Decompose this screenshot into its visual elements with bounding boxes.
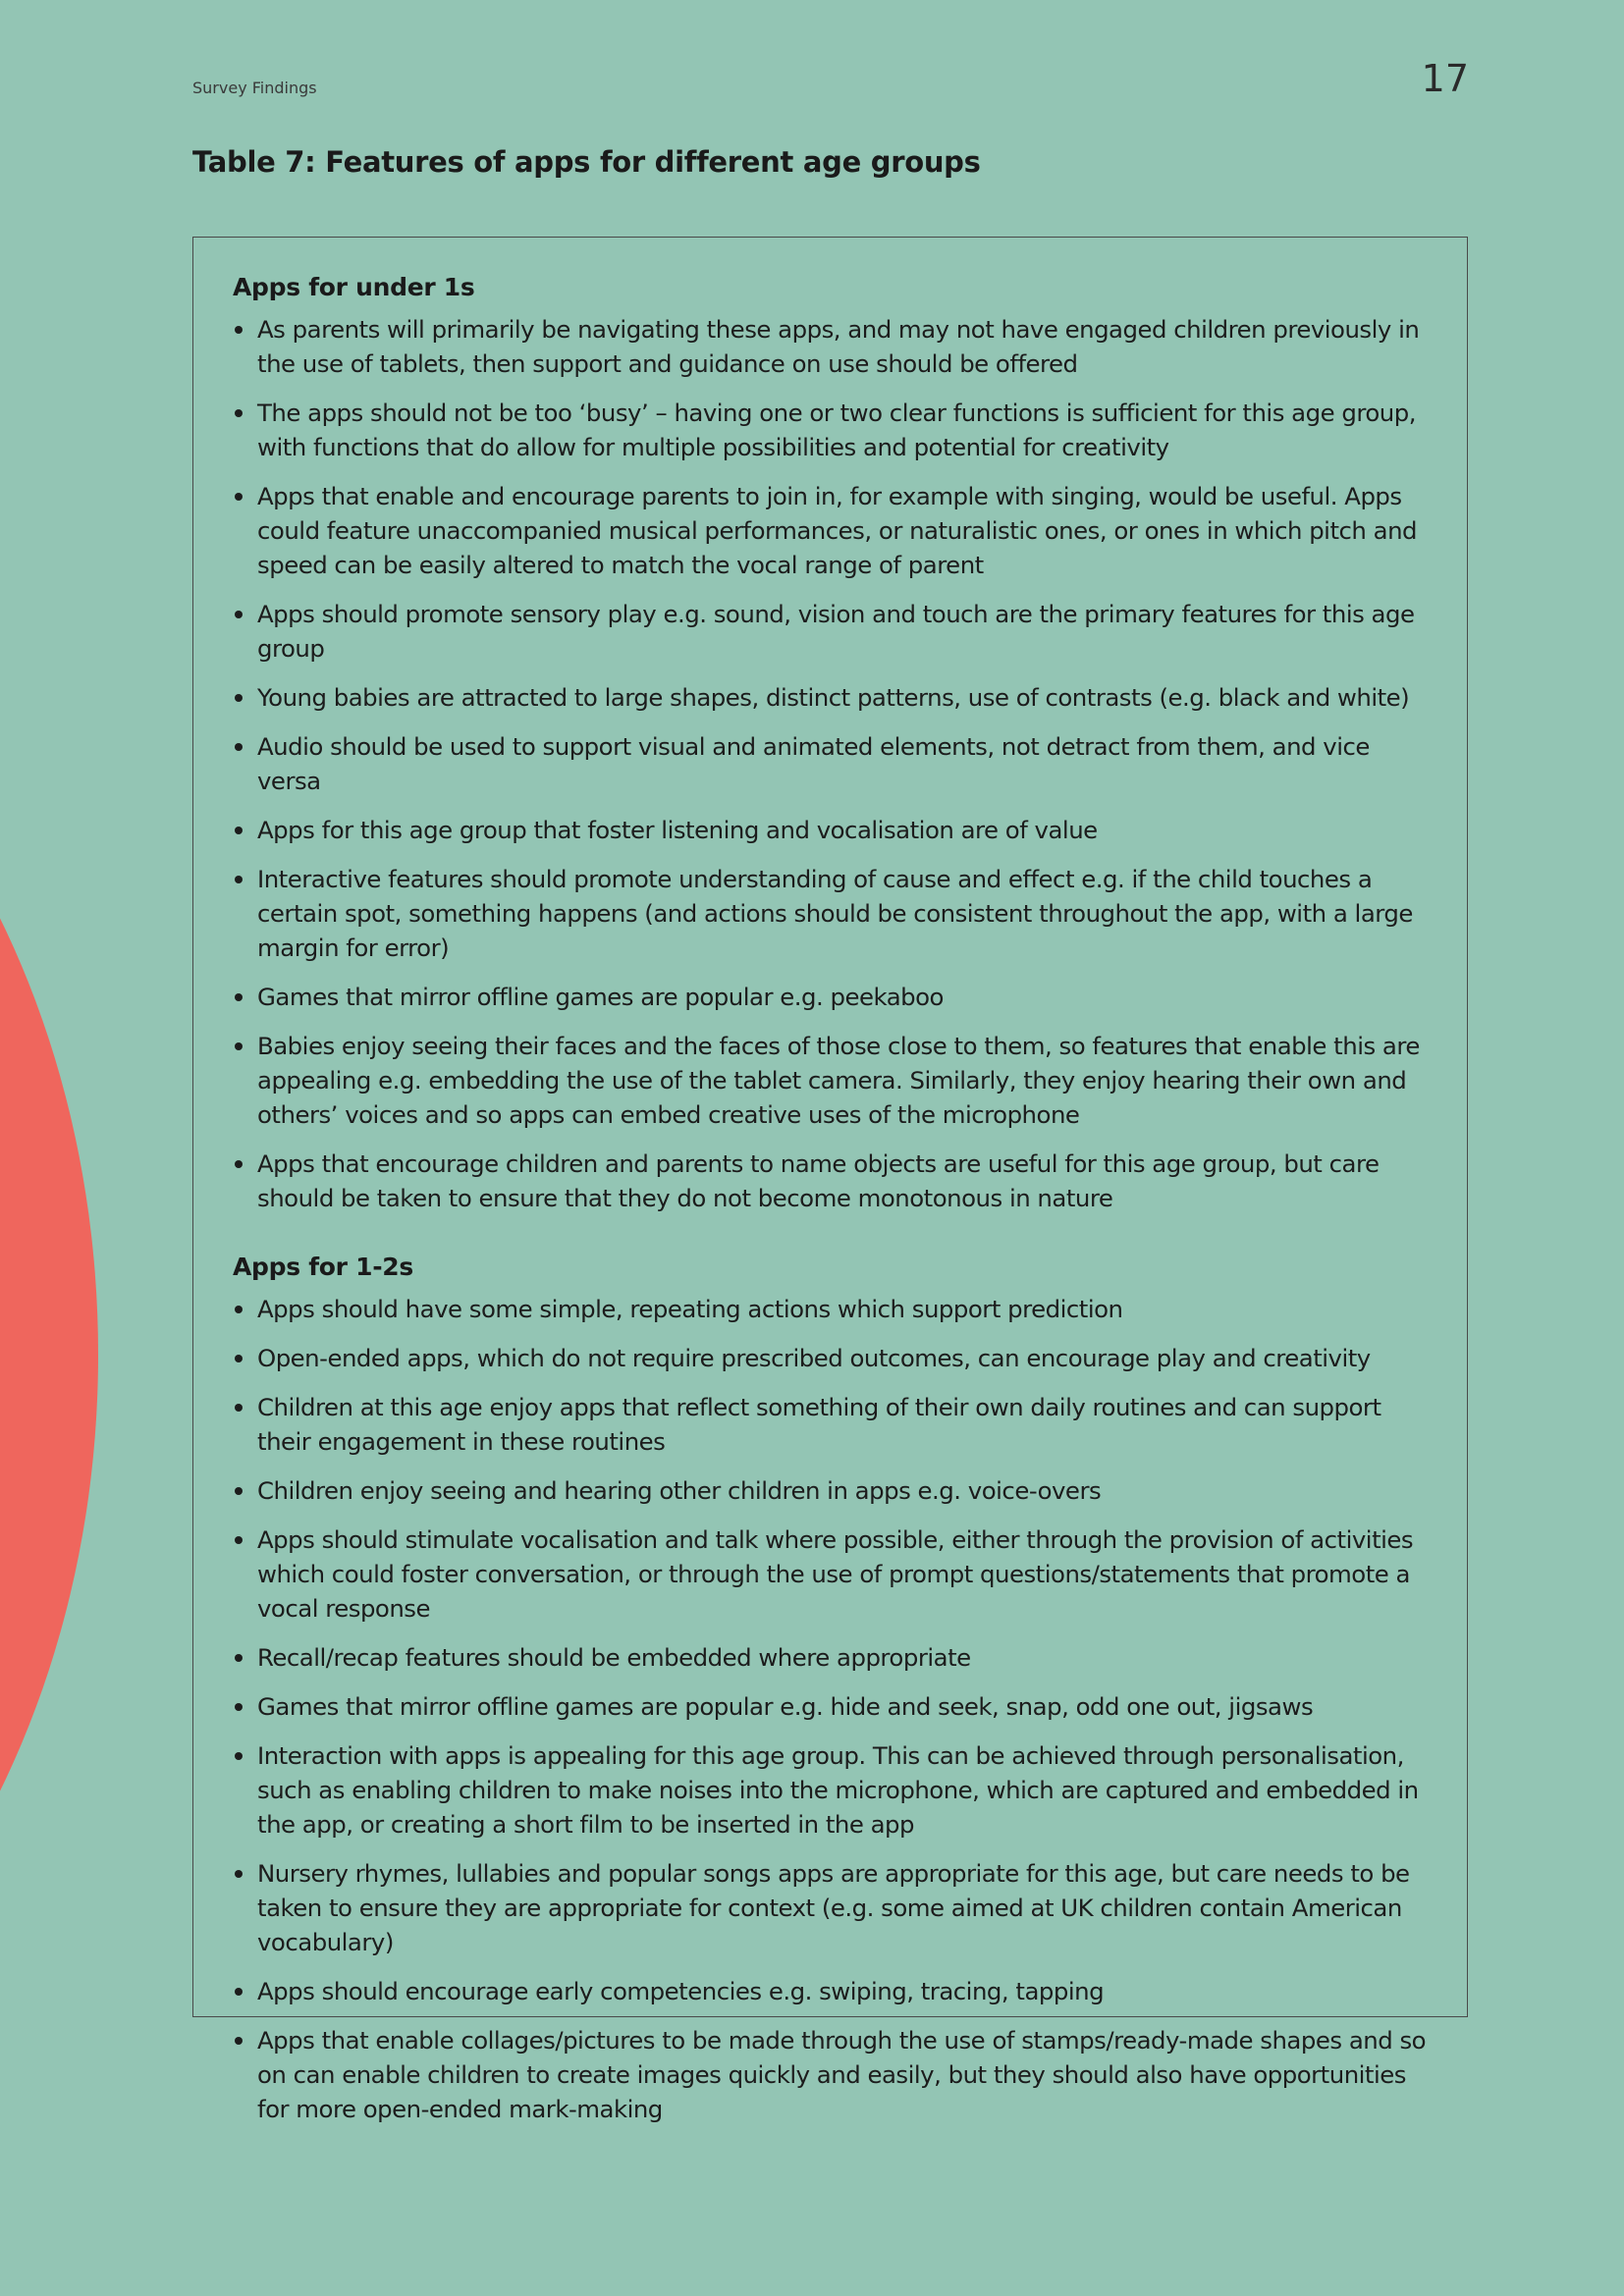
- list-item: Audio should be used to support visual and animated elements, not detract from them, and vice versa: [233, 729, 1428, 798]
- features-table-box: [192, 237, 1468, 2123]
- list-item: The apps should not be too ‘busy’ – having one or two clear functions is sufficient for this age group, with functions that do allow for multiple possibilities and potential for creativity: [233, 396, 1428, 464]
- section-1-2s: [233, 1253, 1428, 2126]
- list-item: Apps for this age group that foster listening and vocalisation are of value: [233, 813, 1428, 847]
- list-item: Open-ended apps, which do not require prescribed outcomes, can encourage play and creativity: [233, 1341, 1428, 1375]
- list-item: Apps should promote sensory play e.g. sound, vision and touch are the primary features for this age group: [233, 597, 1428, 666]
- list-item: Apps that enable collages/pictures to be made through the use of stamps/ready-made shapes and so on can enable children to create images quickly and easily, but they should also have opportunities for more open-ended mark-making: [233, 2023, 1428, 2126]
- page-number: 17: [1421, 57, 1469, 100]
- list-item: Children enjoy seeing and hearing other children in apps e.g. voice-overs: [233, 1473, 1428, 1508]
- list-item: Apps should encourage early competencies e.g. swiping, tracing, tapping: [233, 1974, 1428, 2008]
- list-item: As parents will primarily be navigating these apps, and may not have engaged children previously in the use of tablets, then support and guidance on use should be offered: [233, 312, 1428, 381]
- decorative-coral-arc: [0, 530, 98, 2179]
- section-under-1s: [233, 273, 1428, 1215]
- list-item: Apps should have some simple, repeating actions which support prediction: [233, 1292, 1428, 1326]
- bullet-list: [233, 1292, 1428, 2126]
- list-item: Apps that enable and encourage parents to join in, for example with singing, would be useful. Apps could feature unaccompanied musical performances, or naturalistic ones, or ones in which pitch and speed can be easily altered to match the vocal range of parent: [233, 479, 1428, 582]
- section-heading: Apps for 1-2s: [233, 1253, 413, 1281]
- list-item: Games that mirror offline games are popular e.g. peekaboo: [233, 980, 1428, 1014]
- list-item: Children at this age enjoy apps that reflect something of their own daily routines and can support their engagement in these routines: [233, 1390, 1428, 1459]
- list-item: Interactive features should promote understanding of cause and effect e.g. if the child touches a certain spot, something happens (and actions should be consistent throughout the app, with a large margin for error): [233, 862, 1428, 965]
- list-item: Interaction with apps is appealing for this age group. This can be achieved through personalisation, such as enabling children to make noises into the microphone, which are captured and embedded in the app, or creating a short film to be inserted in the app: [233, 1738, 1428, 1842]
- running-head: Survey Findings: [192, 79, 317, 97]
- list-item: Apps should stimulate vocalisation and talk where possible, either through the provision of activities which could foster conversation, or through the use of prompt questions/statements that promote a vocal response: [233, 1522, 1428, 1626]
- table-title: Table 7: Features of apps for different age groups: [192, 145, 981, 179]
- list-item: Nursery rhymes, lullabies and popular songs apps are appropriate for this age, but care needs to be taken to ensure they are appropriate for context (e.g. some aimed at UK children contain American vocabulary): [233, 1856, 1428, 1959]
- list-item: Recall/recap features should be embedded where appropriate: [233, 1640, 1428, 1675]
- section-heading: Apps for under 1s: [233, 273, 475, 301]
- list-item: Games that mirror offline games are popular e.g. hide and seek, snap, odd one out, jigsaws: [233, 1689, 1428, 1724]
- bullet-list: [233, 312, 1428, 1215]
- list-item: Babies enjoy seeing their faces and the faces of those close to them, so features that enable this are appealing e.g. embedding the use of the tablet camera. Similarly, they enjoy hearing their own and others’ voices and so apps can embed creative uses of the microphone: [233, 1029, 1428, 1132]
- list-item: Apps that encourage children and parents to name objects are useful for this age group, but care should be taken to ensure that they do not become monotonous in nature: [233, 1147, 1428, 1215]
- list-item: Young babies are attracted to large shapes, distinct patterns, use of contrasts (e.g. black and white): [233, 680, 1428, 715]
